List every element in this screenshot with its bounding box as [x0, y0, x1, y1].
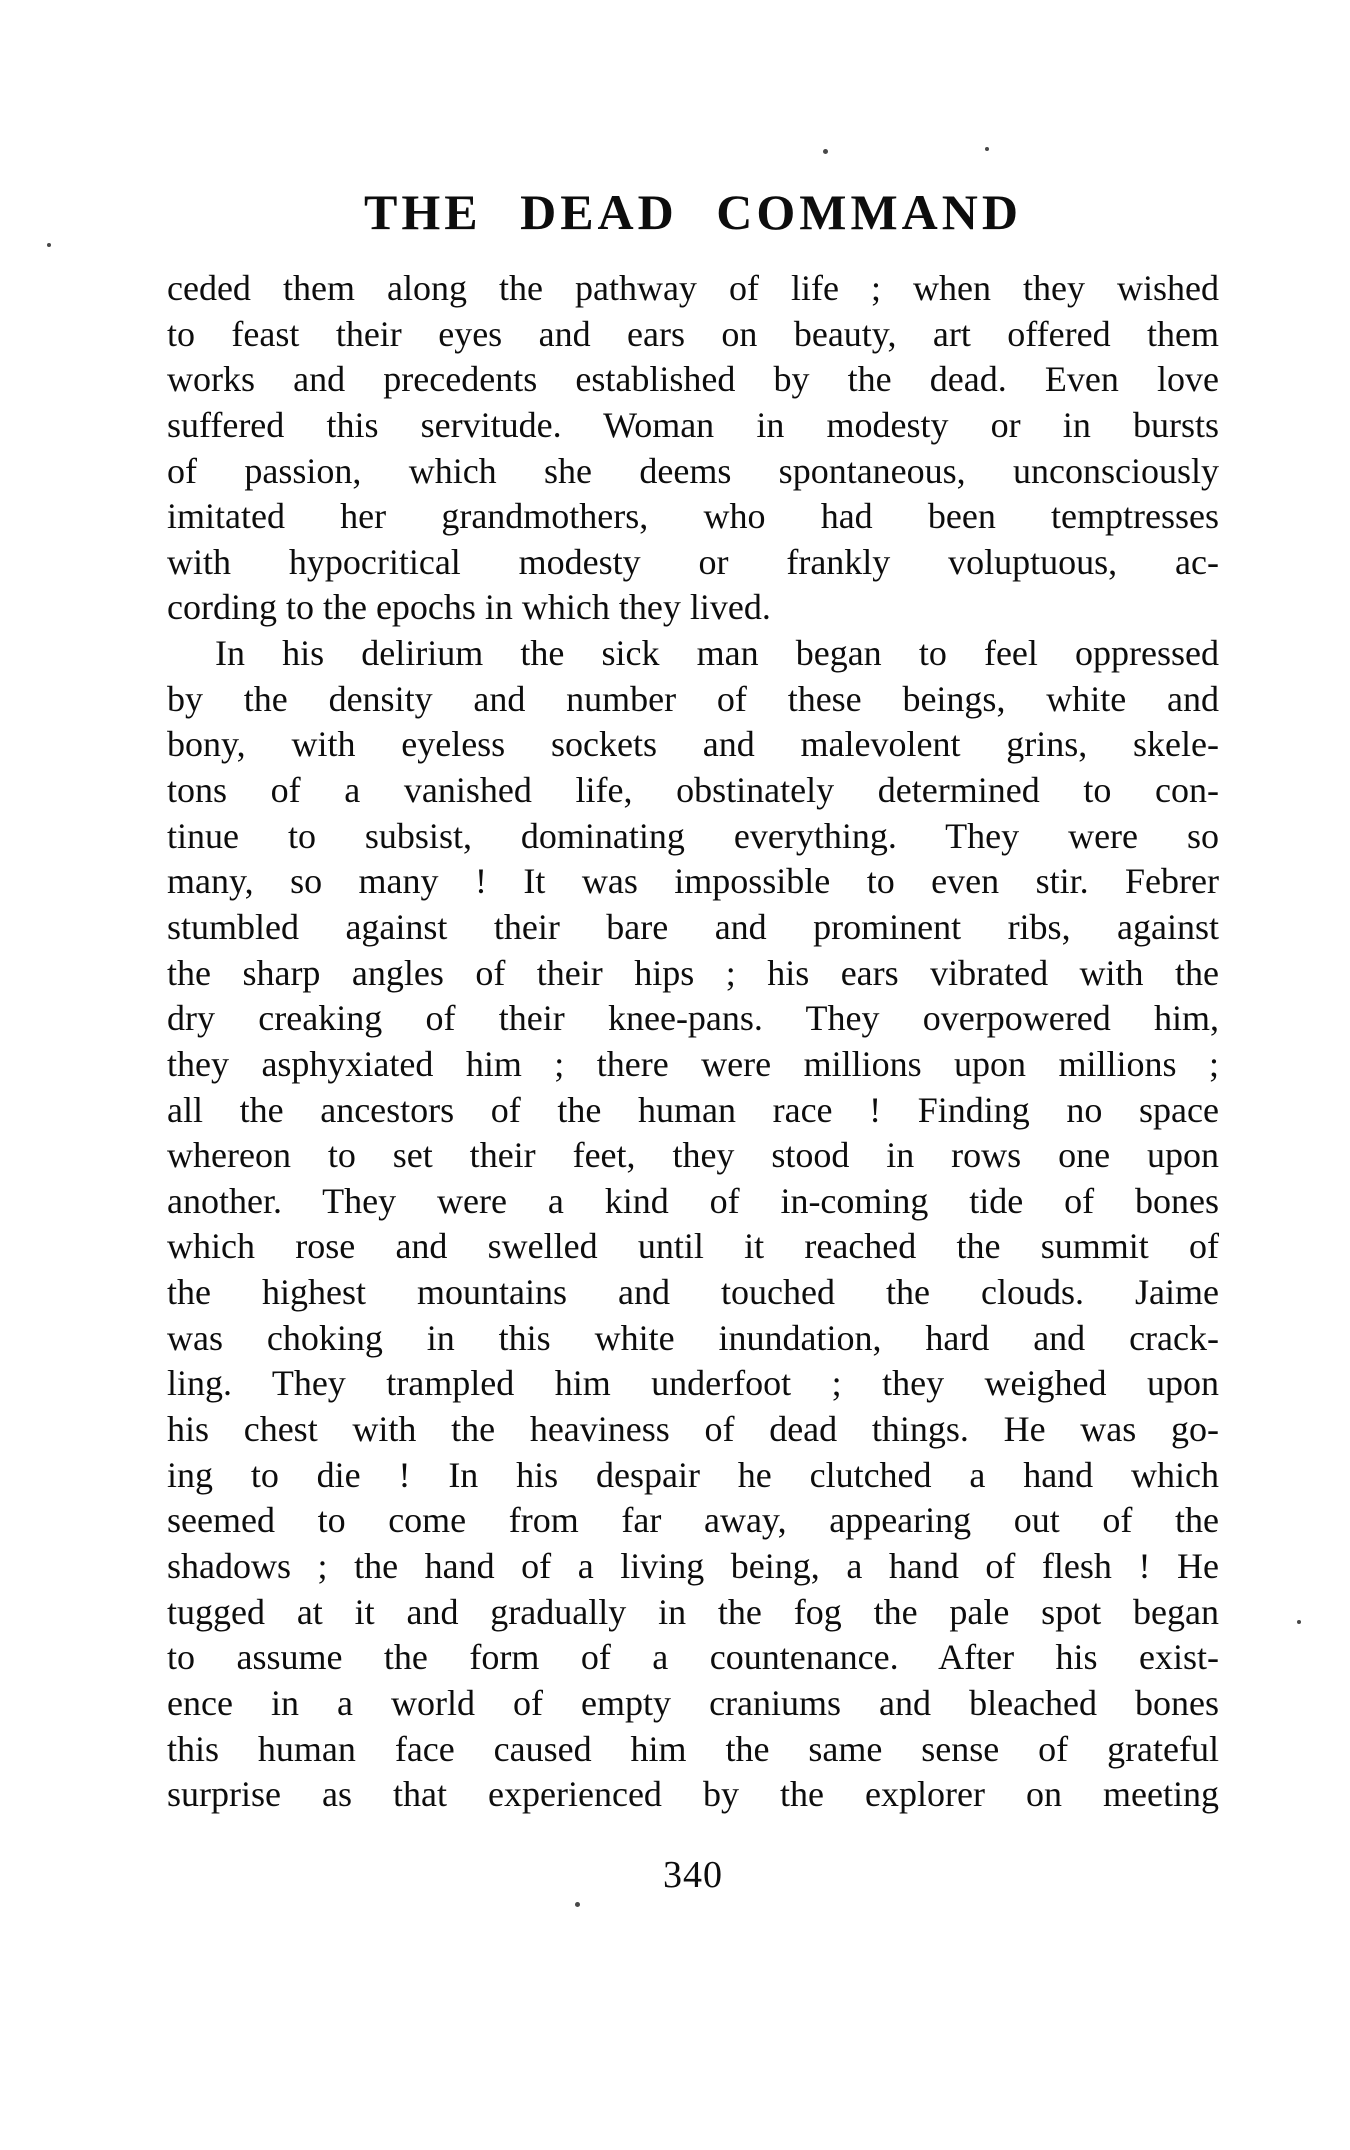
text-line: with hypocritical modesty or frankly voluptuous, ac- — [167, 541, 1219, 582]
text-line: suffered this servitude. Woman in modesty or in bursts — [167, 404, 1219, 445]
text-line: ence in a world of empty craniums and bleached bones — [167, 1682, 1219, 1723]
scan-speck — [47, 243, 51, 247]
text-line: tinue to subsist, dominating everything. They were so — [167, 815, 1219, 856]
text-line: stumbled against their bare and prominent ribs, against — [167, 906, 1219, 947]
page-title: THE DEAD COMMAND — [364, 184, 1022, 240]
text-line: his chest with the heaviness of dead things. He was go- — [167, 1409, 1219, 1450]
text-line: cording to the epochs in which they lived. — [167, 587, 771, 628]
text-block — [167, 266, 1219, 1818]
text-line: seemed to come from far away, appearing out of the — [167, 1500, 1219, 1541]
text-line: shadows ; the hand of a living being, a hand of flesh ! He — [167, 1545, 1219, 1586]
text-line: the sharp angles of their hips ; his ears vibrated with the — [167, 952, 1219, 993]
text-line: to feast their eyes and ears on beauty, art offered them — [167, 313, 1219, 354]
text-line: tugged at it and gradually in the fog the pale spot began — [167, 1591, 1219, 1632]
text-line: the highest mountains and touched the clouds. Jaime — [167, 1272, 1219, 1313]
text-line: to assume the form of a countenance. After his exist- — [167, 1637, 1219, 1678]
scan-speck — [823, 149, 828, 154]
text-line: they asphyxiated him ; there were millions upon millions ; — [167, 1043, 1219, 1084]
text-line: ing to die ! In his despair he clutched a hand which — [167, 1454, 1219, 1495]
text-line: tons of a vanished life, obstinately determined to con- — [167, 770, 1219, 811]
text-line: surprise as that experienced by the explorer on meeting — [167, 1774, 1219, 1815]
text-line: ling. They trampled him underfoot ; they weighed upon — [167, 1363, 1219, 1404]
scan-speck — [575, 1902, 580, 1907]
text-line: which rose and swelled until it reached the summit of — [167, 1226, 1219, 1267]
text-line: of passion, which she deems spontaneous, unconsciously — [167, 450, 1219, 491]
text-line: works and precedents established by the dead. Even love — [167, 359, 1219, 400]
text-line: whereon to set their feet, they stood in rows one upon — [167, 1135, 1219, 1176]
paragraph — [167, 631, 1219, 1818]
text-line: was choking in this white inundation, hard and crack- — [167, 1317, 1219, 1358]
text-line: dry creaking of their knee-pans. They overpowered him, — [167, 998, 1219, 1039]
text-line: by the density and number of these beings, white and — [167, 678, 1219, 719]
text-line: imitated her grandmothers, who had been temptresses — [167, 496, 1219, 537]
text-line: many, so many ! It was impossible to even stir. Febrer — [167, 861, 1219, 902]
text-line: another. They were a kind of in-coming tide of bones — [167, 1180, 1219, 1221]
text-line: all the ancestors of the human race ! Finding no space — [167, 1089, 1219, 1130]
text-line: In his delirium the sick man began to feel oppressed — [215, 633, 1219, 674]
text-line: bony, with eyeless sockets and malevolent grins, skele- — [167, 724, 1219, 765]
page-number: 340 — [663, 1854, 723, 1896]
scan-speck — [1297, 1620, 1301, 1624]
scan-speck — [985, 147, 989, 151]
text-line: this human face caused him the same sense of grateful — [167, 1728, 1219, 1769]
paragraph — [167, 266, 1219, 631]
text-line: ceded them along the pathway of life ; when they wished — [167, 268, 1219, 308]
